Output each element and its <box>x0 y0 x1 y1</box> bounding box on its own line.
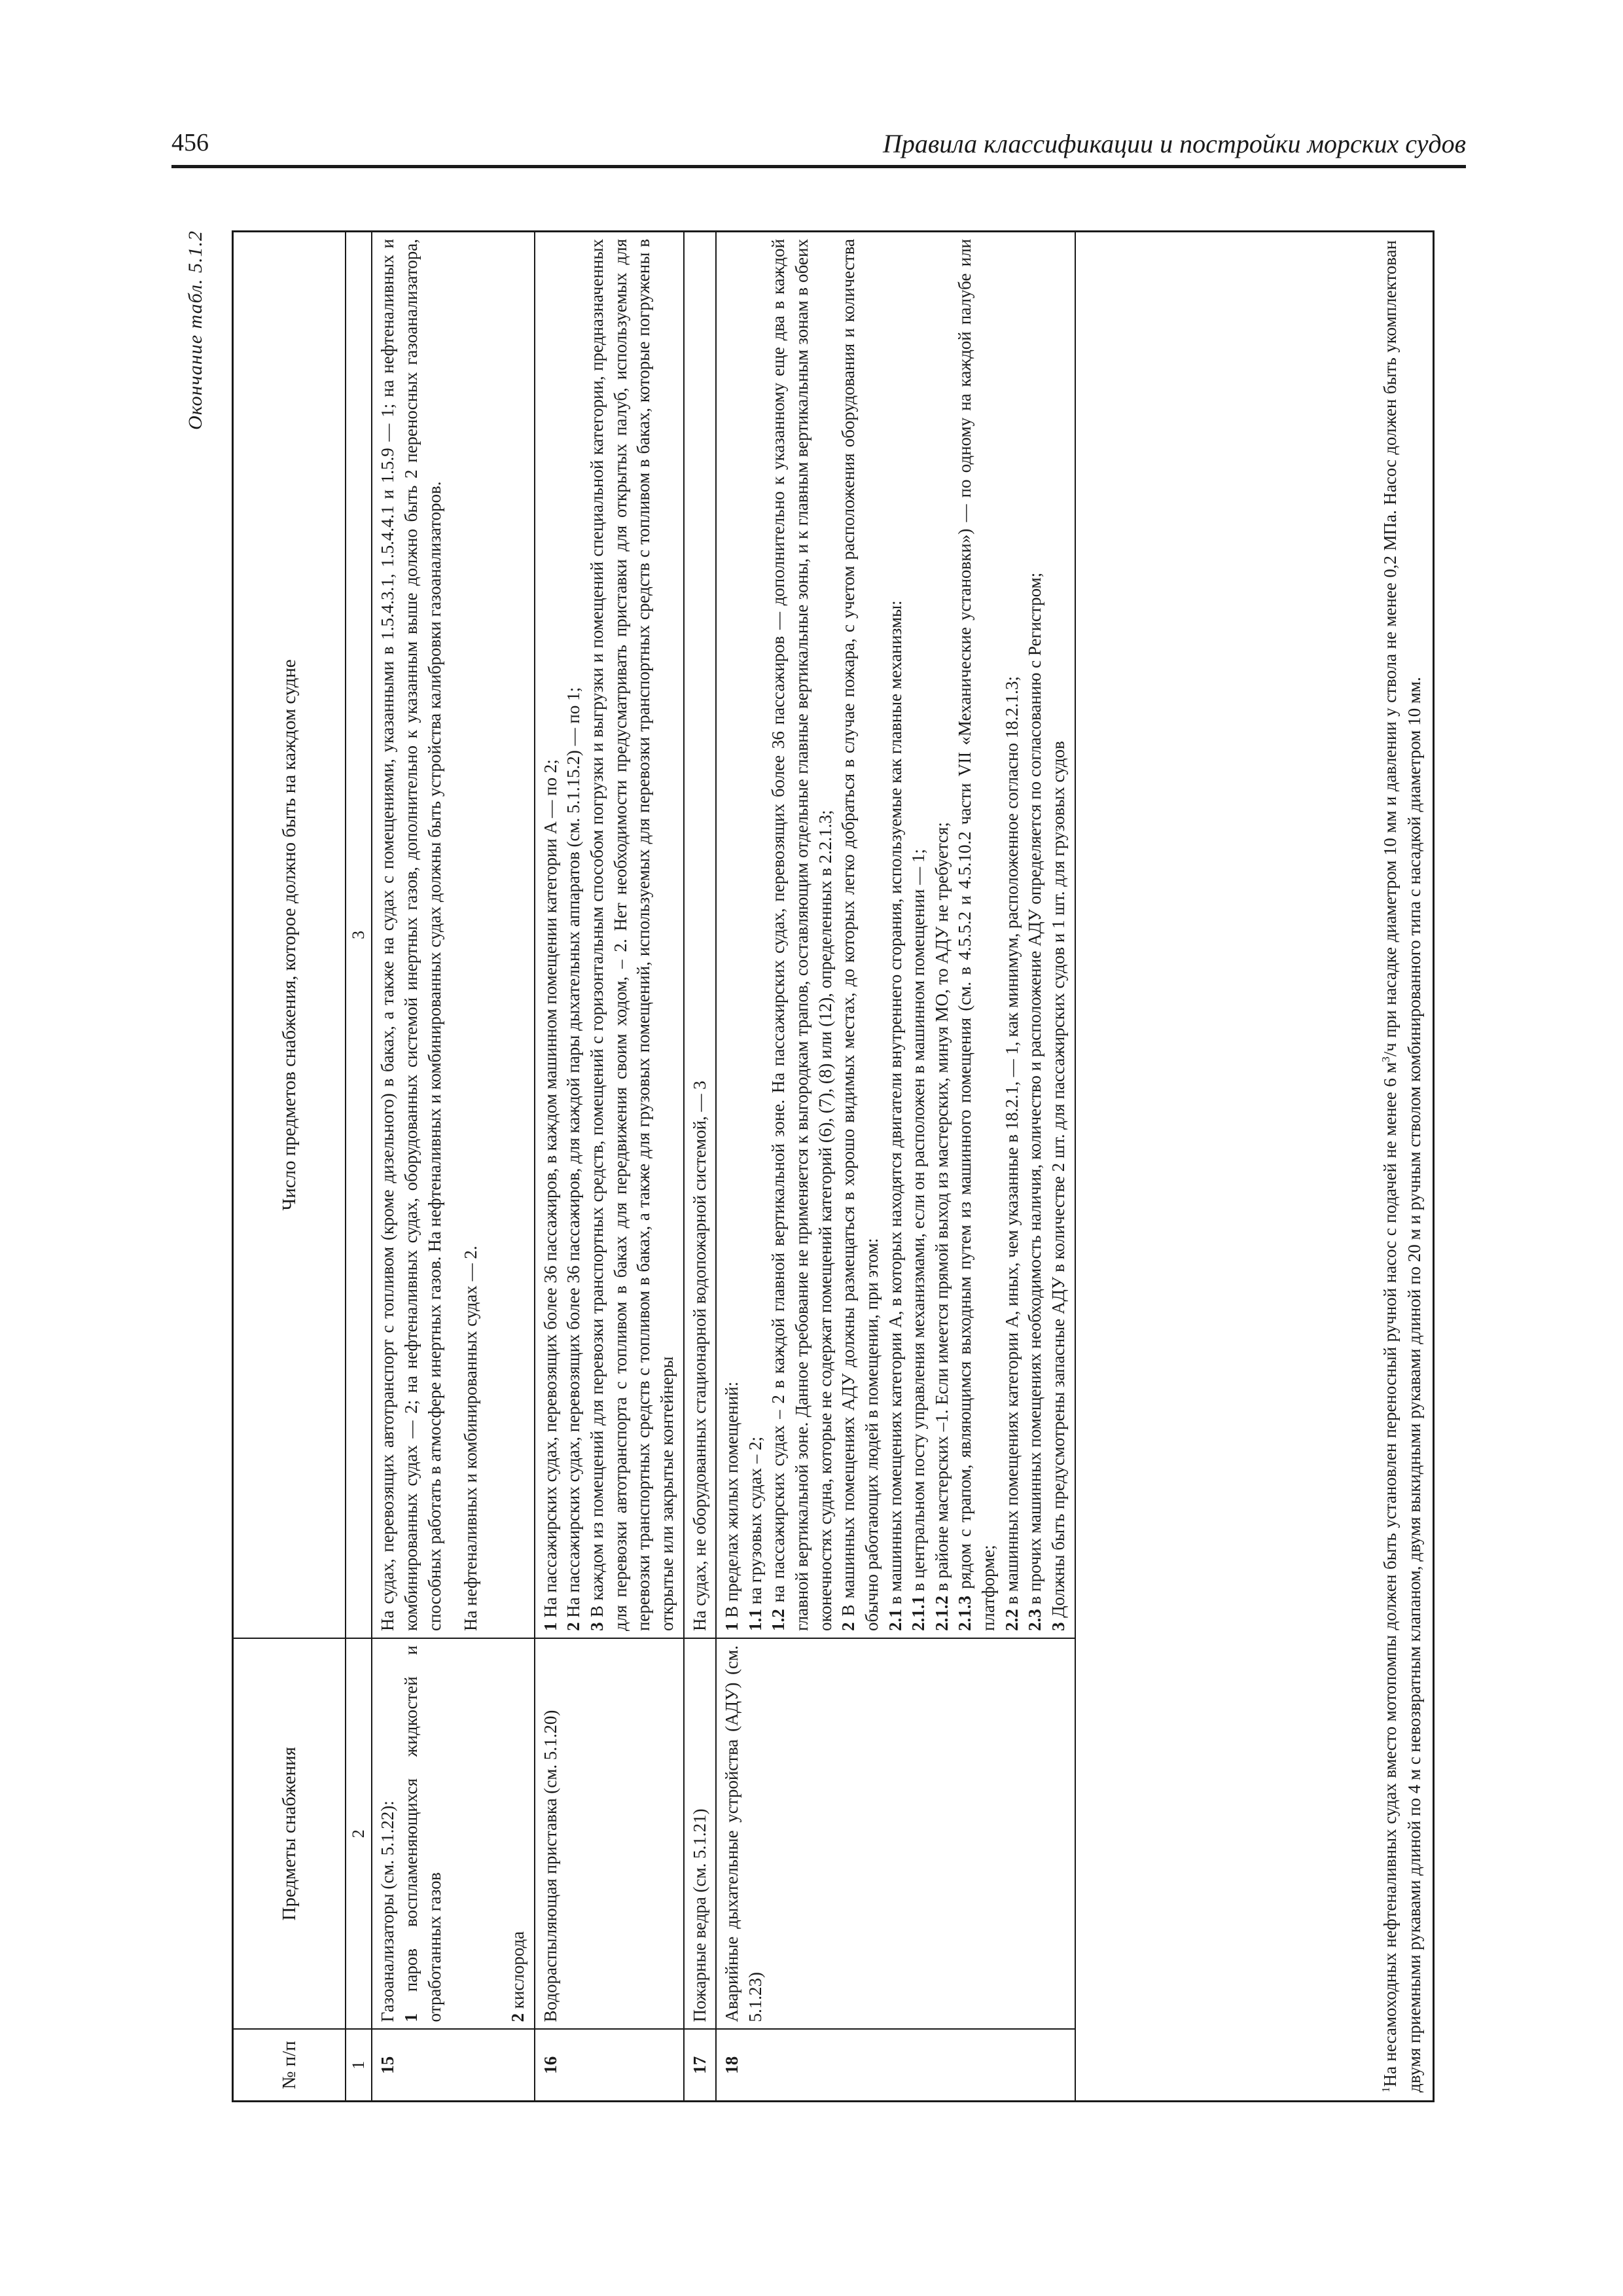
table-row-17 <box>684 232 717 2100</box>
item-number: 1 <box>401 2013 421 2022</box>
rotated-table-page <box>185 230 1435 2102</box>
table-row-16 <box>535 232 684 2100</box>
row-quantity <box>535 232 684 1638</box>
quantity-number: 2.1 <box>885 1609 905 1632</box>
quantity-text: в машинных помещениях категории A, иных, чем указанные в 18.2.1, — 1, как минимум, расположенное согласно 18.2.1.3; <box>1001 676 1022 1609</box>
superscript: 3 <box>1380 1056 1393 1062</box>
header-col-number: № п/п <box>234 2029 346 2100</box>
row-item: Пожарные ведра (см. 5.1.21) <box>684 1638 717 2029</box>
row-item: Аварийные дыхательные устройства (АДУ) (см. 5.1.23) <box>716 1638 1075 2029</box>
table-frame <box>232 230 1435 2102</box>
quantity-text: В машинных помещениях АДУ должны размещаться в хорошо видимых местах, до которых легко добраться в случае пожара, с учетом расположения оборудования и количества обычно работающих людей в помещении, при этом: <box>838 239 882 1632</box>
row-quantity: На судах, не оборудованных стационарной водопожарной системой, — 3 <box>684 232 717 1638</box>
quantity-number: 2 <box>838 1622 859 1632</box>
quantity-text: в прочих машинных помещениях необходимость наличия, количество и расположение АДУ определяется по согласованию с Регистром; <box>1025 572 1045 1609</box>
supply-table <box>234 232 1076 2100</box>
running-title: Правила классификации и постройки морских судов <box>882 129 1466 158</box>
quantity-text: В пределах жилых помещений: <box>722 1381 742 1623</box>
quantity-number: 3 <box>1048 1622 1068 1632</box>
quantity-text: Должны быть предусмотрены запасные АДУ в количестве 2 шт. для пассажирских судов и 1 шт. для грузовых судов <box>1048 741 1068 1623</box>
page-number: 456 <box>171 129 209 156</box>
header-rule <box>171 165 1466 168</box>
row-number: 17 <box>684 2029 717 2100</box>
footnote <box>1378 240 1426 2092</box>
header-col-item: Предметы снабжения <box>234 1638 346 2029</box>
quantity-text: На судах, перевозящих автотранспорт с топливом (кроме дизельного) в баках, а также на судах с помещениями, указанными в 1.5.4.3.1, 1.5.4.4.1 и 1.5.9 — 1; на нефтеналивных и комбинированных судах — 2; на нефтеналивных судах, оборудованных системой инертных газов, дополнительно к указанным выше должно быть 2 переносных газоанализатора, способных работать в атмосфере инертных газов. На нефтеналивных и комбинированных судах должны быть устройства калибровки газоанализаторов. <box>378 239 444 1632</box>
row-item: Водораспыляющая приставка (см. 5.1.20) <box>535 1638 684 2029</box>
item-text: кислорода <box>508 1931 528 2013</box>
row-item <box>372 1638 535 2029</box>
column-number-row <box>346 232 372 2100</box>
header-col-quantity: Число предметов снабжения, которое должно быть на каждом судне <box>234 232 346 1638</box>
quantity-text: в районе мастерских –1. Если имеется прямой выход из мастерских, минуя МО, то АДУ не требуется; <box>931 822 952 1596</box>
quantity-text: на грузовых судах – 2; <box>745 1436 765 1609</box>
quantity-number: 2 <box>563 1622 584 1632</box>
quantity-number: 2.1.1 <box>908 1596 929 1632</box>
quantity-number: 2.1.2 <box>931 1596 952 1632</box>
table-header-row <box>234 232 346 2100</box>
table-row-18 <box>716 232 1075 2100</box>
item-text: Газоанализаторы (см. 5.1.22): <box>378 1801 398 2022</box>
quantity-text: в центральном посту управления механизмами, если он расположен в машинном помещении — 1; <box>908 849 929 1596</box>
row-number: 15 <box>372 2029 535 2100</box>
quantity-number: 1 <box>722 1622 742 1632</box>
column-number: 1 <box>346 2029 372 2100</box>
quantity-text: На нефтеналивных и комбинированных судах — 2. <box>461 1246 481 1632</box>
quantity-text: В каждом из помещений для перевозки транспортных средств, помещений с горизонтальным способом погрузки и выгрузки и помещений специальной категории, предназначенных для перевозки автотранспорта с топливом в баках для передвижения своим ходом, – 2. Нет необходимости предусматривать приставки для открытых палуб, используемых для перевозки транспортных средств с топливом в баках, а также для грузовых помещений, используемых для перевозки транспортных средств с топливом в баках, которые погружены в открытые или закрытые контейнеры <box>587 239 677 1632</box>
quantity-number: 1 <box>540 1622 560 1632</box>
quantity-number: 2.1.3 <box>955 1596 975 1632</box>
row-quantity <box>716 232 1075 1638</box>
quantity-number: 1.2 <box>768 1609 789 1632</box>
row-number: 16 <box>535 2029 684 2100</box>
quantity-number: 3 <box>587 1622 607 1632</box>
table-row-15 <box>372 232 535 2100</box>
quantity-text: На пассажирских судах, перевозящих более 36 пассажиров, для каждой пары дыхательных аппаратов (см. 5.1.15.2) — по 1; <box>563 687 584 1623</box>
quantity-number: 2.3 <box>1025 1609 1045 1632</box>
quantity-number: 1.1 <box>745 1609 765 1632</box>
row-quantity <box>372 232 535 1638</box>
quantity-text: на пассажирских судах – 2 в каждой главной вертикальной зоне. На пассажирских судах, перевозящих более 36 пассажиров — дополнительно к указанному еще два в каждой главной вертикальной зоне. Данное требование не применяется к выгородкам трапов, составляющим отдельные главные вертикальные зоны, и к главным вертикальным зонам в обеих оконечностях судна, которые не содержат помещений категорий (6), (7), (8) или (12), определенных в 2.2.1.3; <box>768 239 835 1632</box>
column-number: 2 <box>346 1638 372 2029</box>
footnote-text: /ч при насадке диаметром 10 мм и давлении у ствола не менее 0,2 МПа. Насос должен быть укомплектован двумя приемными рукавами длиной по 4 м с невозвратным клапаном, двумя выкидными рукавами длиной по 20 м и ручным стволом комбинированного типа с насадкой диаметром 10 мм. <box>1380 240 1424 2092</box>
footnote-mark: 1 <box>1380 2087 1393 2092</box>
quantity-text: рядом с трапом, являющимся выходным путем из машинного помещения (см. в 4.5.5.2 и 4.5.10.2 части VII «Механические установки») — по одному на каждой палубе или платформе; <box>955 239 999 1632</box>
column-number: 3 <box>346 232 372 1638</box>
quantity-number: 2.2 <box>1001 1609 1022 1632</box>
table-caption: Окончание табл. 5.1.2 <box>185 230 206 430</box>
quantity-text: На пассажирских судах, перевозящих более 36 пассажиров, в каждом машинном помещении категории A — по 2; <box>540 759 560 1623</box>
item-text: паров воспламеняющихся жидкостей и отработанных газов <box>401 1645 444 2022</box>
quantity-text: в машинных помещениях категории A, в которых находятся двигатели внутреннего сгорания, используемые как главные механизмы: <box>885 600 905 1609</box>
row-number: 18 <box>716 2029 1075 2100</box>
item-number: 2 <box>508 2013 528 2022</box>
footnote-text: На несамоходных нефтеналивных судах вместо мотопомпы должен быть установлен переносный ручной насос с подачей не менее 6 м <box>1380 1062 1400 2087</box>
